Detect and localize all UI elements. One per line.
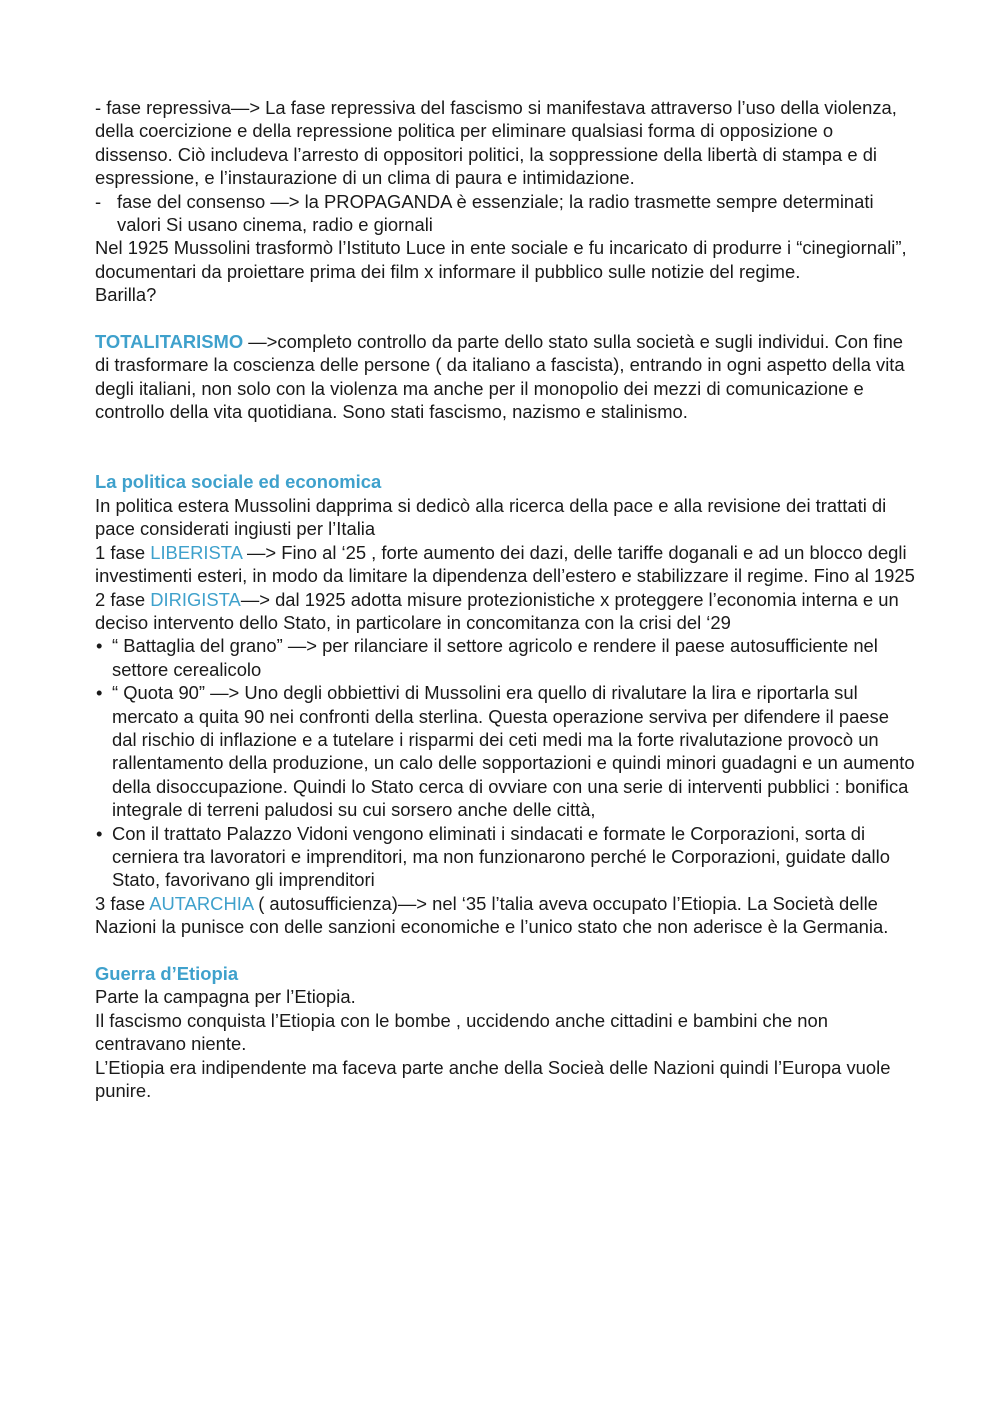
section-heading-etiopia: Guerra d’Etiopia bbox=[95, 962, 239, 984]
section-heading-politica: La politica sociale ed economica bbox=[95, 471, 382, 493]
dirigista-term: DIRIGISTA bbox=[150, 588, 241, 610]
bullet-battaglia-grano bbox=[95, 634, 915, 681]
spacer bbox=[95, 307, 915, 330]
fase1-text: —> Fino al ‘25 , forte aumento dei dazi, delle tariffe doganali e ad un blocco degli investimenti esteri, in modo da limitare la dipendenza dell’estero e stabilizzare il regime. Fino al 1925 bbox=[95, 541, 915, 587]
fase-dirigista-paragraph bbox=[95, 588, 915, 635]
spacer bbox=[95, 424, 915, 471]
totalitarismo-term: TOTALITARISMO bbox=[95, 331, 244, 353]
fase-consenso-text: fase del consenso —> la PROPAGANDA è essenziale; la radio trasmette sempre determinati valori Si usano cinema, radio e giornali bbox=[117, 190, 874, 236]
fase2-text: —> dal 1925 adotta misure protezionistiche x proteggere l’economia interna e un deciso intervento dello Stato, in particolare in concomitanza con la crisi del ‘29 bbox=[95, 588, 899, 633]
etiopia-paragraph-2: Il fascismo conquista l’Etiopia con le bombe , uccidendo anche cittadini e bambini che non centravano niente. bbox=[95, 1009, 828, 1055]
bullet-text: “ Battaglia del grano” —> per rilanciare il settore agricolo e rendere il paese autosufficiente nel settore cerealicolo bbox=[112, 635, 878, 680]
fase-repressiva-paragraph: - fase repressiva—> La fase repressiva del fascismo si manifestava attraverso l’uso della violenza, della coercizione e della repressione politica per eliminare qualsiasi forma di opposizione o dissenso. Ciò includeva l’arresto di oppositori politici, la soppressione della libertà di stampa e di espressione, e l’instaurazione di un clima di paura e intimidazione. bbox=[95, 97, 897, 189]
bullet-marker: • bbox=[96, 682, 103, 704]
fase1-prefix: 1 fase bbox=[95, 541, 151, 563]
spacer bbox=[95, 939, 915, 962]
fase-autarchia-paragraph bbox=[95, 892, 915, 939]
bullet-marker: • bbox=[96, 635, 103, 657]
barilla-line: Barilla? bbox=[95, 284, 157, 306]
politica-intro: In politica estera Mussolini dapprima si dedicò alla ricerca della pace e alla revisione dei trattati di pace considerati ingiusti per l’Italia bbox=[95, 494, 887, 540]
liberista-term: LIBERISTA bbox=[150, 541, 242, 563]
dash-marker: - bbox=[95, 190, 102, 212]
fase3-text: ( autosufficienza)—> nel ‘35 l’talia aveva occupato l’Etiopia. La Società delle Nazioni la punisce con delle sanzioni economiche e l’unico stato che non aderisce è la Germania. bbox=[95, 892, 889, 938]
totalitarismo-text: —>completo controllo da parte dello stato sulla società e sugli individui. Con fine di trasformare la coscienza delle persone ( da italiano a fascista), entrando in ogni aspetto della vita degli italiani, non solo con la violenza ma anche per il monopolio dei mezzi di comunicazione e controllo della vita quotidiana. Sono stati fascismo, nazismo e stalinismo. bbox=[95, 331, 905, 423]
bullet-marker: • bbox=[96, 822, 103, 844]
fase3-prefix: 3 fase bbox=[95, 892, 150, 914]
document-body bbox=[95, 96, 915, 1102]
etiopia-paragraph-3: L’Etiopia era indipendente ma faceva parte anche della Socieà delle Nazioni quindi l’Europa vuole punire. bbox=[95, 1056, 891, 1102]
fase-liberista-paragraph bbox=[95, 541, 915, 588]
bullet-palazzo-vidoni bbox=[95, 822, 915, 892]
bullet-quota-90 bbox=[95, 681, 915, 821]
bullet-text: “ Quota 90” —> Uno degli obbiettivi di Mussolini era quello di rivalutare la lira e riportarla sul mercato a quita 90 nei confronti della sterlina. Questa operazione serviva per difendere il paese dal rischio di inflazione e a tutelare i risparmi dei ceti medi ma la forte rivalutazione provocò un rallentamento della produzione, un calo delle sopportazioni e quindi minori guadagni e un aumento della disoccupazione. Quindi lo Stato cerca di ovviare con una serie di interventi pubblici : bonifica integrale di terreni paludosi su cui sorsero anche delle città, bbox=[112, 682, 915, 821]
totalitarismo-paragraph bbox=[95, 330, 915, 424]
bullet-text: Con il trattato Palazzo Vidoni vengono eliminati i sindacati e formate le Corporazioni, sorta di cerniera tra lavoratori e imprenditori, ma non funzionarono perché le Corporazioni, guidate dallo Stato, favorivano gli imprenditori bbox=[112, 822, 890, 891]
autarchia-term: AUTARCHIA bbox=[149, 892, 254, 914]
istituto-luce-paragraph: Nel 1925 Mussolini trasformò l’Istituto Luce in ente sociale e fu incaricato di produrre i “cinegiornali”, documentari da proiettare prima dei film x informare il pubblico sulle notizie del regime. bbox=[95, 237, 907, 282]
etiopia-paragraph-1: Parte la campagna per l’Etiopia. bbox=[95, 986, 356, 1008]
fase2-prefix: 2 fase bbox=[95, 588, 151, 610]
fase-consenso-item bbox=[95, 190, 915, 237]
